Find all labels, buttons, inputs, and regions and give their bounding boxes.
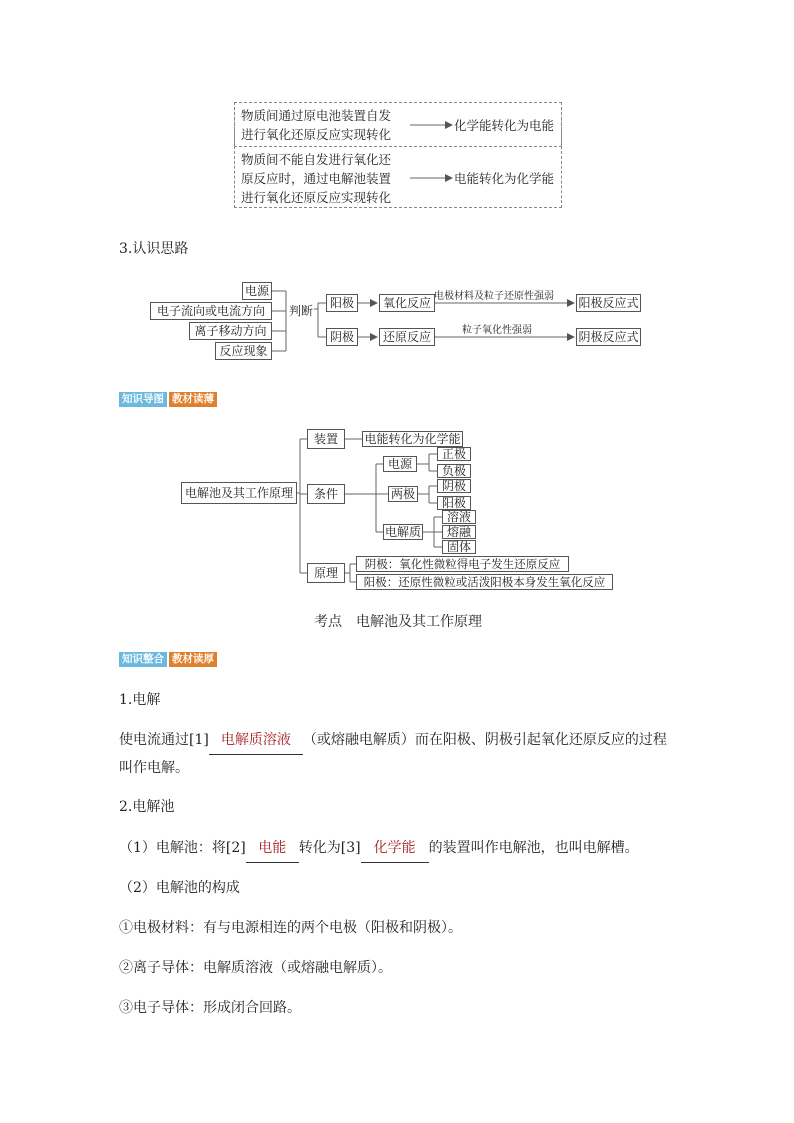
top-row1-left: 物质间通过原电池装置自发 进行氧化还原反应实现转化 [241, 108, 392, 142]
top-row1-right: 化学能转化为电能 [454, 118, 555, 133]
mindmap-condition: 条件 [307, 484, 345, 504]
approach-oxidation: 氧化反应 [379, 294, 435, 312]
tag1-left: 知识导图 [119, 392, 167, 407]
tag1-right: 教材读薄 [169, 392, 217, 407]
mindmap-power-positive: 正极 [437, 447, 471, 461]
blank-3: 化学能 [361, 834, 429, 863]
approach-cathode-arrow-label: 粒子氧化性强弱 [462, 325, 532, 336]
s2-p2: （2）电解池的构成 [119, 880, 240, 896]
kaodian-heading: 考点 电解池及其工作原理 [314, 614, 482, 630]
mindmap-electrolyte: 电解质 [384, 525, 421, 539]
knowledge-integration-tag [119, 652, 217, 667]
mindmap-electrolyte-solid: 固体 [442, 540, 476, 554]
mindmap-principle: 原理 [307, 563, 345, 583]
mindmap-principle-cathode: 阴极：氧化性微粒得电子发生还原反应 [356, 556, 569, 572]
mindmap-electrolyte-solution: 溶液 [442, 510, 476, 524]
mindmap-electrodes: 两极 [388, 486, 418, 502]
top-row2-right: 电能转化为化学能 [454, 171, 555, 186]
top-row2-left: 物质间不能自发进行氧化还 原反应时，通过电解池装置 进行氧化还原反应实现转化 [241, 152, 392, 205]
s2-title: 2.电解池 [119, 799, 175, 815]
mindmap-device: 装置 [307, 429, 345, 449]
approach-reduction: 还原反应 [379, 328, 435, 346]
mindmap-principle-anode: 阳极：还原性微粒或活泼阳极本身发生氧化反应 [356, 574, 613, 590]
blank-1: 电解质溶液 [209, 726, 303, 755]
mindmap-power-negative: 负极 [437, 464, 471, 478]
mindmap-power: 电源 [383, 456, 417, 472]
s1-line1: 使电流通过[1] 电解质溶液 （或熔融电解质）而在阳极、阴极引起氧化还原反应的过程 [119, 726, 667, 755]
mindmap-electrode-anode: 阳极 [437, 496, 471, 510]
tag2-right: 教材读厚 [169, 652, 217, 667]
mindmap-device-desc: 电能转化为化学能 [362, 431, 463, 447]
s2-item-1: ①电极材料：有与电源相连的两个电极（阳极和阴极）。 [119, 920, 462, 936]
approach-cathode-result: 阴极反应式 [576, 328, 641, 346]
s2-p1: （1）电解池：将[2] 电能 转化为[3] 化学能 的装置叫作电解池，也叫电解槽。 [119, 834, 639, 863]
mindmap-electrode-cathode: 阴极 [437, 479, 471, 493]
approach-input-power: 电源 [242, 282, 272, 300]
approach-cathode: 阴极 [326, 328, 358, 346]
approach-anode-arrow-label: 电极材料及粒子还原性强弱 [434, 291, 554, 302]
s2-item-3: ③电子导体：形成闭合回路。 [119, 1000, 301, 1016]
section3-title: 3.认识思路 [119, 241, 189, 257]
approach-anode-result: 阳极反应式 [576, 294, 641, 312]
mindmap-root: 电解池及其工作原理 [181, 482, 297, 504]
approach-input-current: 电子流向或电流方向 [150, 302, 272, 320]
mindmap-electrolyte-molten: 熔融 [442, 525, 476, 539]
tag2-left: 知识整合 [119, 652, 167, 667]
s1-line2: 叫作电解。 [119, 760, 189, 776]
s2-item-2: ②离子导体：电解质溶液（或熔融电解质）。 [119, 960, 392, 976]
approach-anode: 阳极 [326, 294, 358, 312]
approach-input-phenomenon: 反应现象 [215, 342, 272, 360]
approach-judge: 判断 [289, 304, 314, 318]
s1-title: 1.电解 [119, 692, 161, 708]
approach-input-ion: 离子移动方向 [189, 322, 272, 340]
blank-2: 电能 [246, 834, 299, 863]
